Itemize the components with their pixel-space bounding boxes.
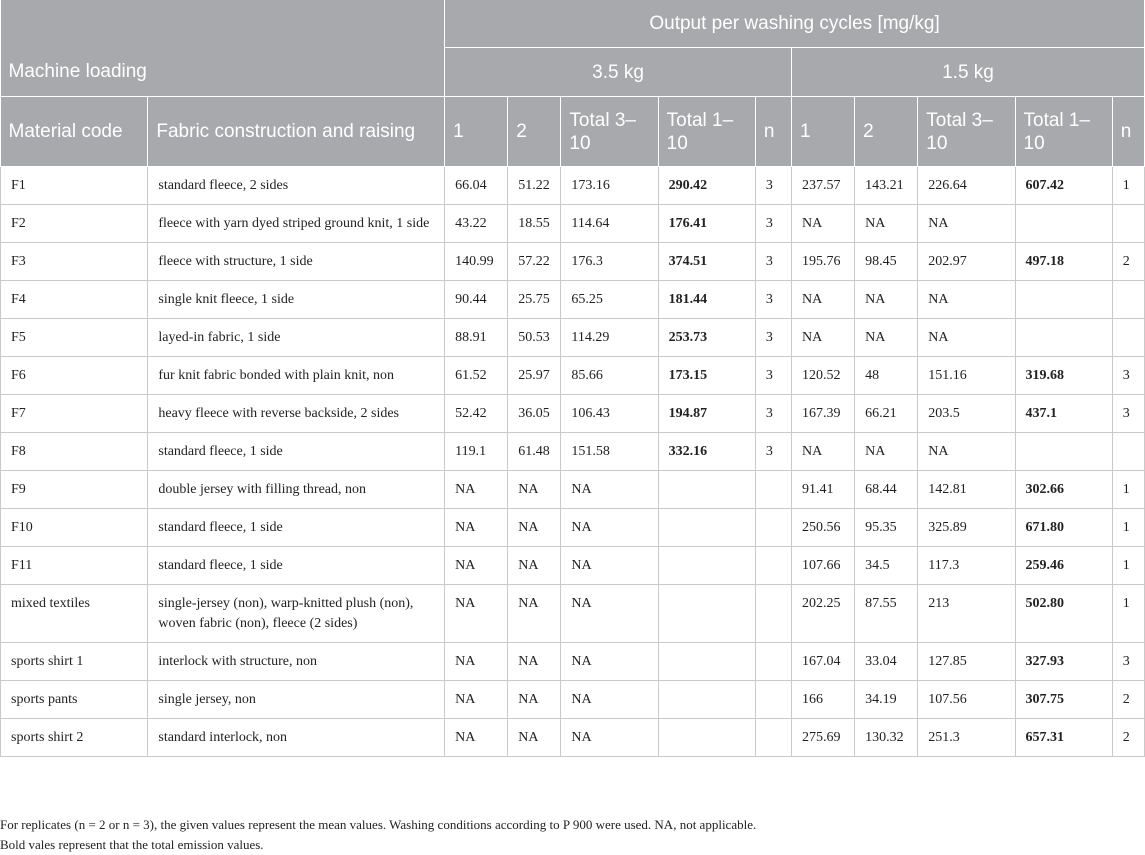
cell-fabric: fleece with structure, 1 side [148,243,445,281]
cell-code: F10 [1,509,148,547]
cell-a-n [755,471,791,509]
cell-a-1: NA [445,585,508,643]
cell-a-total-1-10: 290.42 [658,167,755,205]
cell-a-total-3-10: 106.43 [561,395,658,433]
cell-b-total-1-10: 307.75 [1015,681,1112,719]
cell-b-total-1-10: 259.46 [1015,547,1112,585]
cell-b-1: 167.39 [791,395,854,433]
header-a-cycle-2: 2 [508,97,561,167]
table-row [1,547,1145,585]
cell-b-total-1-10: 302.66 [1015,471,1112,509]
cell-a-total-3-10: NA [561,585,658,643]
header-load-1-5kg: 1.5 kg [791,48,1144,97]
cell-fabric: single jersey, non [148,681,445,719]
cell-a-1: NA [445,509,508,547]
cell-b-1: NA [791,205,854,243]
cell-a-total-1-10: 374.51 [658,243,755,281]
table-row [1,281,1145,319]
cell-a-2: 25.97 [508,357,561,395]
cell-a-n: 3 [755,243,791,281]
cell-a-n: 3 [755,319,791,357]
cell-a-2: NA [508,547,561,585]
table-row [1,167,1145,205]
cell-b-n: 3 [1112,357,1144,395]
cell-a-2: 36.05 [508,395,561,433]
cell-a-1: 119.1 [445,433,508,471]
header-b-total-3-10: Total 3–10 [918,97,1015,167]
cell-a-total-1-10: 194.87 [658,395,755,433]
table-row [1,471,1145,509]
cell-a-2: 25.75 [508,281,561,319]
header-a-cycle-1: 1 [445,97,508,167]
cell-b-total-3-10: NA [918,205,1015,243]
cell-a-1: 66.04 [445,167,508,205]
cell-b-1: NA [791,319,854,357]
cell-a-total-3-10: 65.25 [561,281,658,319]
cell-code: F9 [1,471,148,509]
cell-a-n [755,509,791,547]
table-row [1,719,1145,757]
footnote-replicates: For replicates (n = 2 or n = 3), the given values represent the mean values. Washing conditions according to P 900 were used. NA, not applicable. [0,817,757,832]
header-output-title: Output per washing cycles [mg/kg] [445,0,1145,48]
cell-b-n: 3 [1112,643,1144,681]
cell-b-n: 2 [1112,719,1144,757]
cell-b-2: 130.32 [855,719,918,757]
cell-b-total-3-10: 202.97 [918,243,1015,281]
cell-code: sports shirt 1 [1,643,148,681]
cell-a-1: 88.91 [445,319,508,357]
cell-code: F6 [1,357,148,395]
table-row [1,585,1145,643]
cell-b-n: 2 [1112,681,1144,719]
cell-a-total-3-10: 85.66 [561,357,658,395]
cell-a-total-3-10: NA [561,719,658,757]
cell-fabric: single-jersey (non), warp-knitted plush (non), woven fabric (non), fleece (2 sides) [148,585,445,643]
table-row [1,357,1145,395]
cell-a-1: NA [445,681,508,719]
cell-b-1: 120.52 [791,357,854,395]
cell-a-total-3-10: 173.16 [561,167,658,205]
cell-a-total-3-10: 114.29 [561,319,658,357]
cell-b-total-3-10: 142.81 [918,471,1015,509]
cell-a-total-3-10: NA [561,547,658,585]
cell-b-n: 1 [1112,471,1144,509]
cell-fabric: fleece with yarn dyed striped ground knit, 1 side [148,205,445,243]
cell-a-1: NA [445,471,508,509]
cell-b-n: 1 [1112,167,1144,205]
cell-b-total-3-10: 325.89 [918,509,1015,547]
cell-a-1: 90.44 [445,281,508,319]
table-row [1,243,1145,281]
cell-b-n: 1 [1112,585,1144,643]
cell-b-total-3-10: NA [918,281,1015,319]
cell-b-n: 3 [1112,395,1144,433]
cell-code: F8 [1,433,148,471]
cell-b-n: 2 [1112,243,1144,281]
header-material-code: Material code [1,97,148,167]
cell-a-total-1-10: 332.16 [658,433,755,471]
cell-b-total-3-10: NA [918,319,1015,357]
cell-b-2: 34.5 [855,547,918,585]
cell-b-total-3-10: 203.5 [918,395,1015,433]
cell-fabric: standard interlock, non [148,719,445,757]
cell-a-total-3-10: 176.3 [561,243,658,281]
cell-b-1: 166 [791,681,854,719]
cell-code: F3 [1,243,148,281]
table-footnotes [0,815,1140,855]
table-row [1,509,1145,547]
table-row [1,433,1145,471]
cell-fabric: standard fleece, 2 sides [148,167,445,205]
cell-a-total-1-10 [658,547,755,585]
cell-a-2: NA [508,681,561,719]
cell-code: F11 [1,547,148,585]
table-body [1,167,1145,757]
cell-a-total-1-10 [658,681,755,719]
table-row [1,681,1145,719]
header-b-cycle-2: 2 [855,97,918,167]
cell-b-total-3-10: 226.64 [918,167,1015,205]
cell-code: F1 [1,167,148,205]
cell-code: F5 [1,319,148,357]
cell-b-2: 33.04 [855,643,918,681]
cell-b-total-1-10: 437.1 [1015,395,1112,433]
cell-b-total-1-10: 607.42 [1015,167,1112,205]
cell-a-1: NA [445,547,508,585]
cell-a-n [755,681,791,719]
cell-b-total-1-10: 319.68 [1015,357,1112,395]
cell-b-total-1-10: 502.80 [1015,585,1112,643]
cell-code: sports shirt 2 [1,719,148,757]
cell-b-2: 48 [855,357,918,395]
header-b-n: n [1112,97,1144,167]
cell-fabric: heavy fleece with reverse backside, 2 sides [148,395,445,433]
cell-a-total-1-10: 181.44 [658,281,755,319]
cell-a-2: NA [508,719,561,757]
cell-a-2: NA [508,509,561,547]
cell-fabric: standard fleece, 1 side [148,433,445,471]
cell-a-2: 51.22 [508,167,561,205]
cell-b-2: 98.45 [855,243,918,281]
table-row [1,643,1145,681]
header-a-n: n [755,97,791,167]
cell-a-n [755,585,791,643]
header-b-cycle-1: 1 [791,97,854,167]
cell-a-2: NA [508,471,561,509]
cell-a-n: 3 [755,395,791,433]
cell-b-total-1-10: 327.93 [1015,643,1112,681]
cell-b-1: 91.41 [791,471,854,509]
cell-a-total-3-10: NA [561,509,658,547]
header-machine-loading: Machine loading [1,0,445,97]
cell-fabric: standard fleece, 1 side [148,509,445,547]
cell-b-total-3-10: 151.16 [918,357,1015,395]
cell-b-total-1-10 [1015,319,1112,357]
cell-code: F2 [1,205,148,243]
cell-b-1: NA [791,433,854,471]
cell-b-2: NA [855,433,918,471]
cell-a-n [755,719,791,757]
cell-a-1: 52.42 [445,395,508,433]
cell-a-2: NA [508,585,561,643]
footnote-bold: Bold vales represent that the total emission values. [0,837,264,852]
cell-b-total-3-10: 213 [918,585,1015,643]
cell-b-1: 250.56 [791,509,854,547]
header-a-total-1-10: Total 1–10 [658,97,755,167]
cell-b-total-1-10: 671.80 [1015,509,1112,547]
cell-code: F4 [1,281,148,319]
cell-b-total-1-10 [1015,433,1112,471]
cell-a-n: 3 [755,281,791,319]
cell-a-2: 57.22 [508,243,561,281]
cell-a-total-1-10 [658,471,755,509]
table-row [1,395,1145,433]
cell-b-n: 1 [1112,509,1144,547]
cell-fabric: single knit fleece, 1 side [148,281,445,319]
cell-a-1: 43.22 [445,205,508,243]
cell-b-2: 68.44 [855,471,918,509]
cell-a-total-1-10 [658,719,755,757]
cell-b-n [1112,205,1144,243]
cell-b-total-1-10: 657.31 [1015,719,1112,757]
cell-a-total-1-10: 176.41 [658,205,755,243]
cell-a-n: 3 [755,205,791,243]
cell-a-total-3-10: NA [561,681,658,719]
cell-b-2: 66.21 [855,395,918,433]
cell-fabric: layed-in fabric, 1 side [148,319,445,357]
cell-fabric: double jersey with filling thread, non [148,471,445,509]
cell-b-1: NA [791,281,854,319]
table-row [1,319,1145,357]
cell-b-n [1112,319,1144,357]
cell-fabric: interlock with structure, non [148,643,445,681]
cell-b-n [1112,433,1144,471]
cell-a-total-3-10: 114.64 [561,205,658,243]
header-load-3-5kg: 3.5 kg [445,48,792,97]
cell-code: F7 [1,395,148,433]
cell-b-total-1-10: 497.18 [1015,243,1112,281]
cell-a-2: NA [508,643,561,681]
cell-b-n: 1 [1112,547,1144,585]
cell-a-1: 61.52 [445,357,508,395]
cell-a-total-3-10: NA [561,471,658,509]
cell-b-n [1112,281,1144,319]
cell-b-1: 107.66 [791,547,854,585]
cell-b-2: NA [855,205,918,243]
cell-b-1: 237.57 [791,167,854,205]
header-fabric: Fabric construction and raising [148,97,445,167]
cell-a-total-1-10: 173.15 [658,357,755,395]
cell-code: sports pants [1,681,148,719]
cell-a-2: 61.48 [508,433,561,471]
cell-b-total-3-10: 117.3 [918,547,1015,585]
cell-fabric: fur knit fabric bonded with plain knit, non [148,357,445,395]
cell-a-total-1-10: 253.73 [658,319,755,357]
cell-a-1: NA [445,719,508,757]
cell-b-total-3-10: 251.3 [918,719,1015,757]
cell-b-2: NA [855,319,918,357]
table-row [1,205,1145,243]
cell-b-2: 143.21 [855,167,918,205]
cell-b-total-1-10 [1015,281,1112,319]
cell-a-total-1-10 [658,585,755,643]
cell-fabric: standard fleece, 1 side [148,547,445,585]
cell-a-total-3-10: NA [561,643,658,681]
cell-a-n: 3 [755,433,791,471]
cell-b-total-3-10: 107.56 [918,681,1015,719]
cell-code: mixed textiles [1,585,148,643]
cell-b-1: 167.04 [791,643,854,681]
cell-b-1: 275.69 [791,719,854,757]
cell-a-n [755,643,791,681]
cell-a-1: 140.99 [445,243,508,281]
cell-a-n [755,547,791,585]
header-a-total-3-10: Total 3–10 [561,97,658,167]
cell-a-n: 3 [755,357,791,395]
cell-a-total-1-10 [658,643,755,681]
cell-b-total-3-10: 127.85 [918,643,1015,681]
cell-b-1: 202.25 [791,585,854,643]
cell-b-2: 95.35 [855,509,918,547]
cell-a-2: 50.53 [508,319,561,357]
cell-b-total-1-10 [1015,205,1112,243]
cell-b-total-3-10: NA [918,433,1015,471]
cell-b-2: NA [855,281,918,319]
cell-a-total-3-10: 151.58 [561,433,658,471]
cell-a-2: 18.55 [508,205,561,243]
header-b-total-1-10: Total 1–10 [1015,97,1112,167]
cell-b-2: 87.55 [855,585,918,643]
cell-a-total-1-10 [658,509,755,547]
table-header [1,0,1145,167]
cell-a-1: NA [445,643,508,681]
cell-b-2: 34.19 [855,681,918,719]
cell-b-1: 195.76 [791,243,854,281]
cell-a-n: 3 [755,167,791,205]
